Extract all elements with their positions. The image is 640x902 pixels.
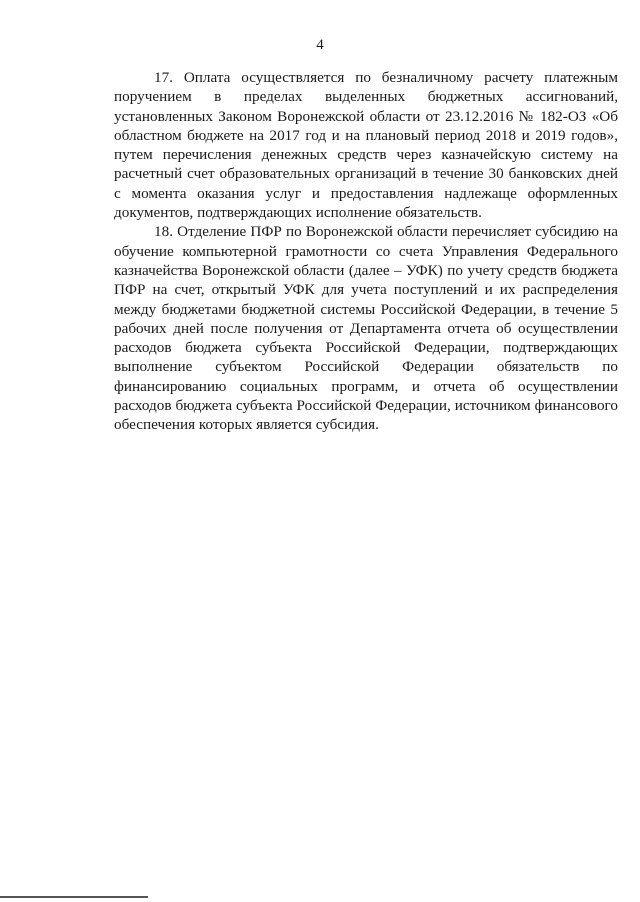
- paragraph-18: 18. Отделение ПФР по Воронежской области перечисляет субсидию на обучение компьютерной грамотности со счета Управления Федерального казначейства Воронежской области (далее – УФК) по учету средств бюджета ПФР на счет, открытый УФК для учета поступлений и их распределения между бюджетами бюджетной системы Российской Федерации, в течение 5 рабочих дней после получения от Департамента отчета об осуществлении расходов бюджета субъекта Российской Федерации, подтверждающих выполнение субъектом Российской Федерации обязательств по финансированию социальных программ, и отчета об осуществлении расходов бюджета субъекта Российской Федерации, источником финансового обеспечения которых является субсидия.: [114, 223, 618, 434]
- document-body: [114, 68, 618, 435]
- page-number: 4: [316, 37, 324, 53]
- paragraph-17: 17. Оплата осуществляется по безналичному расчету платежным поручением в пределах выделенных бюджетных ассигнований, установленных Законом Воронежской области от 23.12.2016 № 182-ОЗ «Об областном бюджете на 2017 год и на плановый период 2018 и 2019 годов», путем перечисления денежных средств через казначейскую систему на расчетный счет образовательных организаций в течение 30 банковских дней с момента оказания услуг и предоставления надлежаще оформленных документов, подтверждающих исполнение обязательств.: [114, 69, 618, 222]
- scan-edge-line: [0, 896, 148, 898]
